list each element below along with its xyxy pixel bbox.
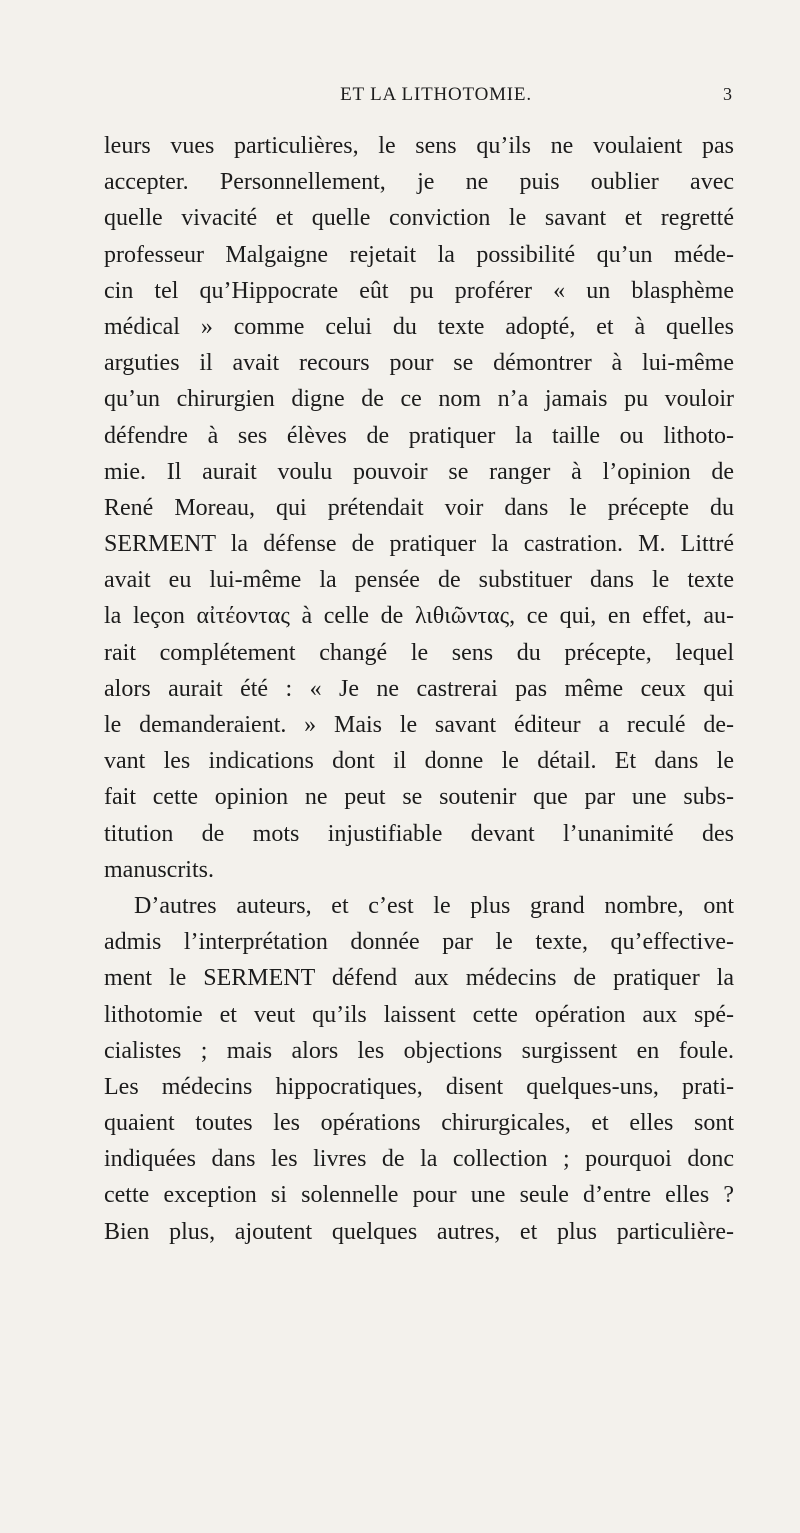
text-line: fait cette opinion ne peut se soutenir que par une subs- [104, 784, 734, 811]
text-line: la leçon αἰτέοντας à celle de λιθιῶντας, ce qui, en effet, au- [104, 603, 734, 630]
text-line: quelle vivacité et quelle conviction le savant et regretté [104, 205, 734, 232]
text-line: professeur Malgaigne rejetait la possibilité qu’un méde- [104, 241, 734, 268]
text-line: admis l’interprétation donnée par le texte, qu’effective- [104, 929, 734, 956]
text-line: alors aurait été : « Je ne castrerai pas même ceux qui [104, 675, 734, 702]
text-line: Bien plus, ajoutent quelques autres, et plus particulière- [104, 1218, 734, 1245]
text-line: René Moreau, qui prétendait voir dans le précepte du [104, 494, 734, 521]
text-line: indiquées dans les livres de la collection ; pourquoi donc [104, 1146, 734, 1173]
text-line: mie. Il aurait voulu pouvoir se ranger à l’opinion de [104, 458, 734, 485]
text-line: accepter. Personnellement, je ne puis oublier avec [104, 169, 734, 196]
text-line: lithotomie et veut qu’ils laissent cette opération aux spé- [104, 1001, 734, 1028]
text-line: médical » comme celui du texte adopté, et à quelles [104, 313, 734, 340]
text-line: titution de mots injustifiable devant l’unanimité des [104, 820, 734, 847]
text-line: quaient toutes les opérations chirurgicales, et elles sont [104, 1110, 734, 1137]
running-title: ET LA LITHOTOMIE. [340, 84, 532, 105]
text-line: rait complétement changé le sens du précepte, lequel [104, 639, 734, 666]
running-head [100, 84, 732, 112]
text-line: vant les indications dont il donne le détail. Et dans le [104, 748, 734, 775]
text-line: Les médecins hippocratiques, disent quelques-uns, prati- [104, 1073, 734, 1100]
text-line: cialistes ; mais alors les objections surgissent en foule. [104, 1037, 734, 1064]
text-line: défendre à ses élèves de pratiquer la taille ou lithoto- [104, 422, 734, 449]
text-line: le demanderaient. » Mais le savant éditeur a reculé de- [104, 712, 734, 738]
text-line: SERMENT la défense de pratiquer la castration. M. Littré [104, 531, 734, 558]
text-line: avait eu lui-même la pensée de substituer dans le texte [104, 567, 734, 594]
text-line: D’autres auteurs, et c’est le plus grand nombre, ont [134, 892, 734, 919]
page-number: 3 [723, 84, 732, 104]
text-line: cin tel qu’Hippocrate eût pu proférer « un blasphème [104, 277, 734, 304]
text-line: manuscrits. [104, 856, 214, 883]
text-line: leurs vues particulières, le sens qu’ils ne voulaient pas [104, 133, 734, 159]
body-text [104, 128, 734, 1250]
text-line: qu’un chirurgien digne de ce nom n’a jamais pu vouloir [104, 386, 734, 413]
text-line: arguties il avait recours pour se démontrer à lui-même [104, 350, 734, 377]
text-line: cette exception si solennelle pour une seule d’entre elles ? [104, 1182, 734, 1209]
text-line: ment le SERMENT défend aux médecins de pratiquer la [104, 965, 734, 992]
